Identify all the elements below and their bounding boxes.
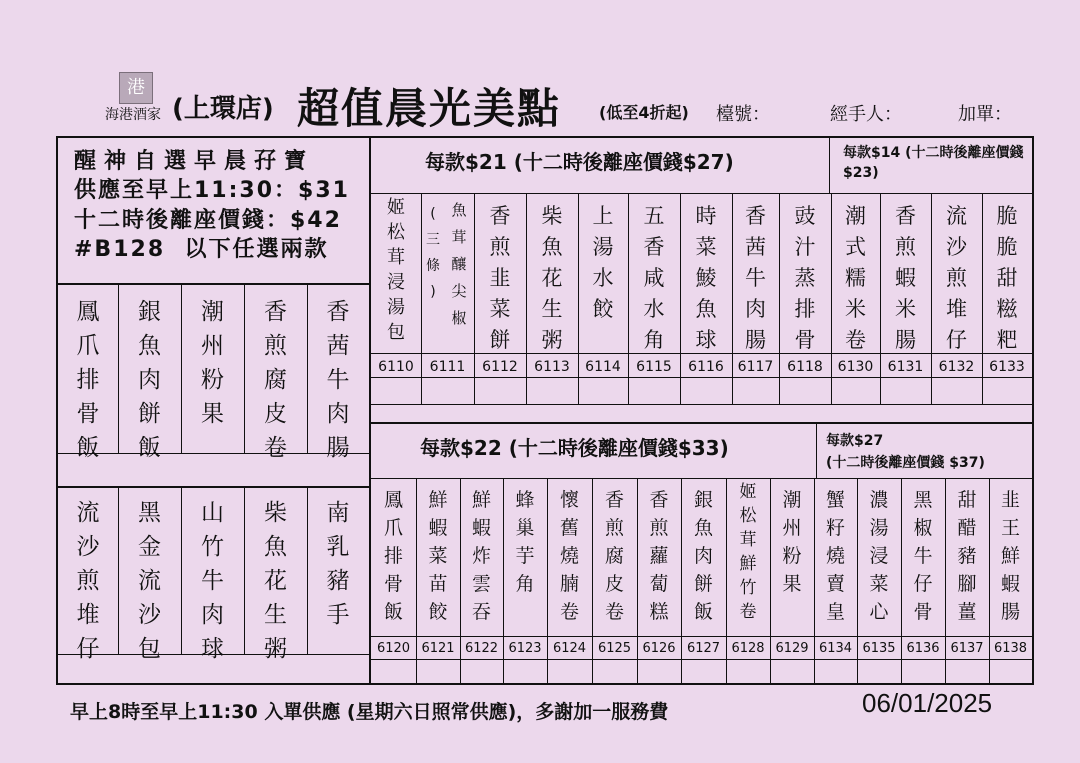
combo-price: 供應至早上11:30：$31 bbox=[74, 178, 350, 203]
dim-sum-item[interactable]: 流 沙 煎 堆 仔 bbox=[946, 204, 967, 352]
add-order-label: 加單： bbox=[958, 104, 1012, 125]
item-code: 6131 bbox=[887, 359, 924, 375]
dim-sum-item[interactable]: 銀 魚 肉 餅 飯 bbox=[693, 489, 713, 623]
item-code: 6130 bbox=[837, 359, 874, 375]
item-code: 6120 bbox=[376, 641, 411, 656]
branch-name: (上環店) bbox=[172, 94, 274, 124]
logo-text: 海港酒家 bbox=[105, 107, 161, 123]
dim-sum-item[interactable]: 韭 王 鮮 蝦 腸 bbox=[1000, 489, 1020, 623]
combo-item[interactable]: 黑 金 流 沙 包 bbox=[138, 500, 161, 662]
price-header-21: 每款$21 (十二時後離座價錢$27) bbox=[425, 150, 734, 174]
dim-sum-item[interactable]: 豉 汁 蒸 排 骨 bbox=[794, 204, 816, 352]
item-code: 6138 bbox=[993, 641, 1028, 656]
price-header-27: 每款$27 bbox=[826, 433, 884, 449]
page-title: 超值晨光美點 bbox=[297, 84, 562, 133]
dim-sum-item[interactable]: 鮮 蝦 菜 苗 餃 bbox=[428, 489, 448, 623]
combo-title: 醒神自選早晨孖寶 bbox=[74, 149, 315, 174]
item-code: 6132 bbox=[938, 359, 975, 375]
combo-code: #B128 以下任選兩款 bbox=[74, 237, 329, 262]
dim-sum-item[interactable]: 潮 式 糯 米 卷 bbox=[845, 204, 866, 352]
item-code: 6115 bbox=[636, 359, 672, 375]
combo-item[interactable]: 山 竹 牛 肉 球 bbox=[201, 500, 224, 662]
dim-sum-item[interactable]: 鮮 蝦 炸 雲 吞 bbox=[471, 489, 491, 623]
price-header-27-late: (十二時後離座價錢 $37) bbox=[826, 455, 985, 471]
combo-item[interactable]: 潮 州 粉 果 bbox=[201, 299, 224, 427]
dim-sum-item[interactable]: 香 煎 蘿 蔔 糕 bbox=[649, 489, 669, 623]
item-code: 6116 bbox=[688, 359, 724, 375]
dim-sum-item[interactable]: 脆 脆 甜 糍 粑 bbox=[996, 204, 1018, 352]
item-code: 6121 bbox=[421, 641, 455, 656]
handler-label: 經手人： bbox=[830, 104, 902, 125]
dim-sum-item[interactable]: 懷 舊 燒 腩 卷 bbox=[559, 489, 579, 623]
price-header-14: 每款$14 (十二時後離座價錢 $23) bbox=[843, 145, 1024, 181]
item-code: 6123 bbox=[508, 641, 542, 656]
dim-sum-item[interactable]: 潮 州 粉 果 bbox=[782, 489, 802, 595]
item-code: 6135 bbox=[862, 641, 896, 656]
combo-item[interactable]: 柴 魚 花 生 粥 bbox=[264, 500, 287, 662]
item-code: 6127 bbox=[686, 641, 721, 656]
item-code: 6125 bbox=[597, 641, 632, 656]
grid-line bbox=[56, 683, 1034, 685]
item-code: 6122 bbox=[464, 641, 499, 656]
item-code: 6110 bbox=[378, 359, 414, 375]
item-code: 6129 bbox=[775, 641, 809, 656]
dim-sum-item[interactable]: 黑 椒 牛 仔 骨 bbox=[913, 489, 933, 623]
dim-sum-item[interactable]: 甜 醋 豬 腳 薑 bbox=[957, 489, 977, 623]
grid-line bbox=[829, 136, 830, 193]
grid-line bbox=[369, 377, 1034, 378]
print-date: 06/01/2025 bbox=[862, 688, 993, 718]
dim-sum-item[interactable]: 蜂 巢 芋 角 bbox=[515, 489, 535, 595]
item-code: 6114 bbox=[585, 359, 621, 375]
grid-line bbox=[369, 422, 1034, 424]
grid-line bbox=[56, 136, 1034, 138]
item-code: 6137 bbox=[950, 641, 984, 656]
restaurant-logo: 港 bbox=[119, 72, 153, 104]
combo-item[interactable]: 銀 魚 肉 餅 飯 bbox=[138, 299, 161, 461]
dim-sum-item[interactable]: 香 煎 韭 菜 餅 bbox=[489, 204, 511, 352]
grid-line bbox=[1032, 136, 1034, 684]
dim-sum-item[interactable]: 鳳 爪 排 骨 飯 bbox=[383, 489, 403, 623]
combo-late-price: 十二時後離座價錢：$42 bbox=[74, 208, 342, 233]
item-code: 6136 bbox=[906, 641, 940, 656]
dim-sum-item[interactable]: 時 菜 鯪 魚 球 bbox=[695, 204, 717, 352]
dim-sum-item[interactable]: 五 香 咸 水 角 bbox=[643, 204, 665, 352]
combo-item[interactable]: 香 茜 牛 肉 腸 bbox=[326, 299, 350, 461]
item-code: 6124 bbox=[552, 641, 587, 656]
dim-sum-item[interactable]: 濃 湯 浸 菜 心 bbox=[869, 489, 889, 623]
dim-sum-item[interactable]: 上 湯 水 餃 bbox=[592, 204, 614, 321]
grid-line bbox=[369, 404, 1034, 405]
item-code: 6134 bbox=[818, 641, 853, 656]
dim-sum-item[interactable]: 蟹 籽 燒 賣 皇 bbox=[825, 489, 845, 623]
combo-item[interactable]: 流 沙 煎 堆 仔 bbox=[76, 500, 100, 662]
item-code: 6128 bbox=[731, 641, 765, 656]
combo-item[interactable]: 鳳 爪 排 骨 飯 bbox=[76, 299, 100, 461]
price-header-22: 每款$22 (十二時後離座價錢$33) bbox=[420, 436, 729, 460]
item-code: 6117 bbox=[737, 359, 774, 375]
combo-item[interactable]: 南 乳 豬 手 bbox=[326, 500, 350, 628]
item-code: 6111 bbox=[429, 359, 466, 375]
grid-line bbox=[369, 636, 1034, 637]
dim-sum-item[interactable]: 香 煎 腐 皮 卷 bbox=[604, 489, 624, 623]
grid-line bbox=[369, 659, 1034, 660]
dim-sum-item[interactable]: 柴 魚 花 生 粥 bbox=[541, 204, 563, 352]
dim-sum-item[interactable]: 香 茜 牛 肉 腸 bbox=[745, 204, 766, 352]
combo-item[interactable]: 香 煎 腐 皮 卷 bbox=[264, 299, 287, 461]
dim-sum-item[interactable]: ( 三 條 ) 魚 茸 釀 尖 椒 bbox=[426, 201, 467, 327]
footer-note: 早上8時至早上11:30 入單供應 (星期六日照常供應)，多謝加一服務費 bbox=[70, 701, 669, 723]
dim-sum-item[interactable]: 姬 松 茸 浸 湯 包 bbox=[387, 197, 405, 343]
grid-line bbox=[816, 422, 817, 478]
discount-note: (低至4折起) bbox=[599, 103, 689, 122]
item-code: 6133 bbox=[989, 359, 1025, 375]
item-code: 6126 bbox=[642, 641, 676, 656]
item-code: 6113 bbox=[534, 359, 570, 375]
item-code: 6118 bbox=[787, 359, 823, 375]
dim-sum-item[interactable]: 香 煎 蝦 米 腸 bbox=[895, 204, 916, 352]
dim-sum-item[interactable]: 姬 松 茸 鮮 竹 卷 bbox=[739, 482, 757, 622]
item-code: 6112 bbox=[482, 359, 518, 375]
table-no-label: 檯號： bbox=[716, 104, 770, 125]
